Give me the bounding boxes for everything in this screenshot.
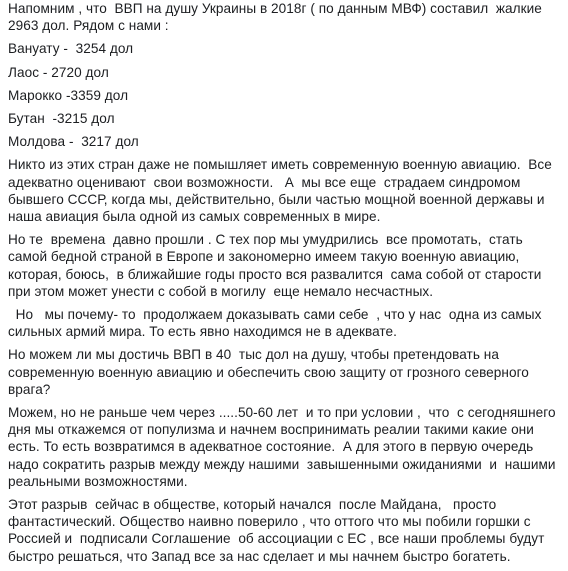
country-gdp-bhutan: Бутан -3215 дол — [8, 111, 115, 127]
paragraph-gap: Этот разрыв сейчас в обществе, который начался после Майдана, просто фантастический. Общество наивно поверило , что оттого что мы побили горшки с Россией и подписали Соглашение об ассоциации с ЕС , все наши проблемы будут быстро решаться, что Запад все за нас сделает и мы начнем быстро богатеть. — [8, 497, 549, 564]
country-gdp-morocco: Марокко -3359 дол — [8, 87, 129, 103]
country-gdp-moldova: Молдова - 3217 дол — [8, 134, 139, 150]
paragraph-question: Но можем ли мы достичь ВВП в 40 тыс дол на душу, чтобы претендовать на современную военную авиацию и обеспечить свою защиту от грозного северного врага? — [8, 347, 533, 397]
country-gdp-laos: Лаос - 2720 дол — [8, 64, 109, 80]
paragraph-aviation: Никто из этих стран даже не помышляет иметь современную военную авиацию. Все адекватно оценивают свои возможности. А мы все еще страдаем синдромом бывшего СССР, когда мы, действительно, были частью мощной военной державы и наша авиация была одной из самых современных в мире. — [8, 157, 556, 225]
country-gdp-vanuatu: Вануату - 3254 дол — [8, 41, 134, 57]
post-text — [8, 0, 564, 571]
paragraph-strong-army: Но мы почему- то продолжаем доказывать сами себе , что у нас одна из самых сильных армий мира. То есть явно находимся не в адеквате. — [8, 307, 546, 340]
paragraph-answer: Можем, но не раньше чем через .....50-60 лет и то при условии , что с сегодняшнего дня мы откажемся от популизма и начнем воспринимать реалии такими какие они есть. То есть возвратимся в адекватное состояние. А для этого в первую очередь надо сократить разрыв между между нашими завышенными ожиданиями и нашими реальными возможностями. — [8, 405, 560, 489]
intro-paragraph: Напомним , что ВВП на душу Украины в 2018г ( по данным МВФ) составил жалкие 2963 дол. Рядом с нами : — [8, 1, 546, 34]
paragraph-past-times: Но те времена давно прошли . С тех пор мы умудрились все промотать, стать самой бедной страной в Европе и закономерно имеем такую военную авиацию, которая, боюсь, в ближайшие годы просто вся развалится сама собой от старости при этом может унести с собой в могилу еще немало несчастных. — [8, 232, 550, 299]
